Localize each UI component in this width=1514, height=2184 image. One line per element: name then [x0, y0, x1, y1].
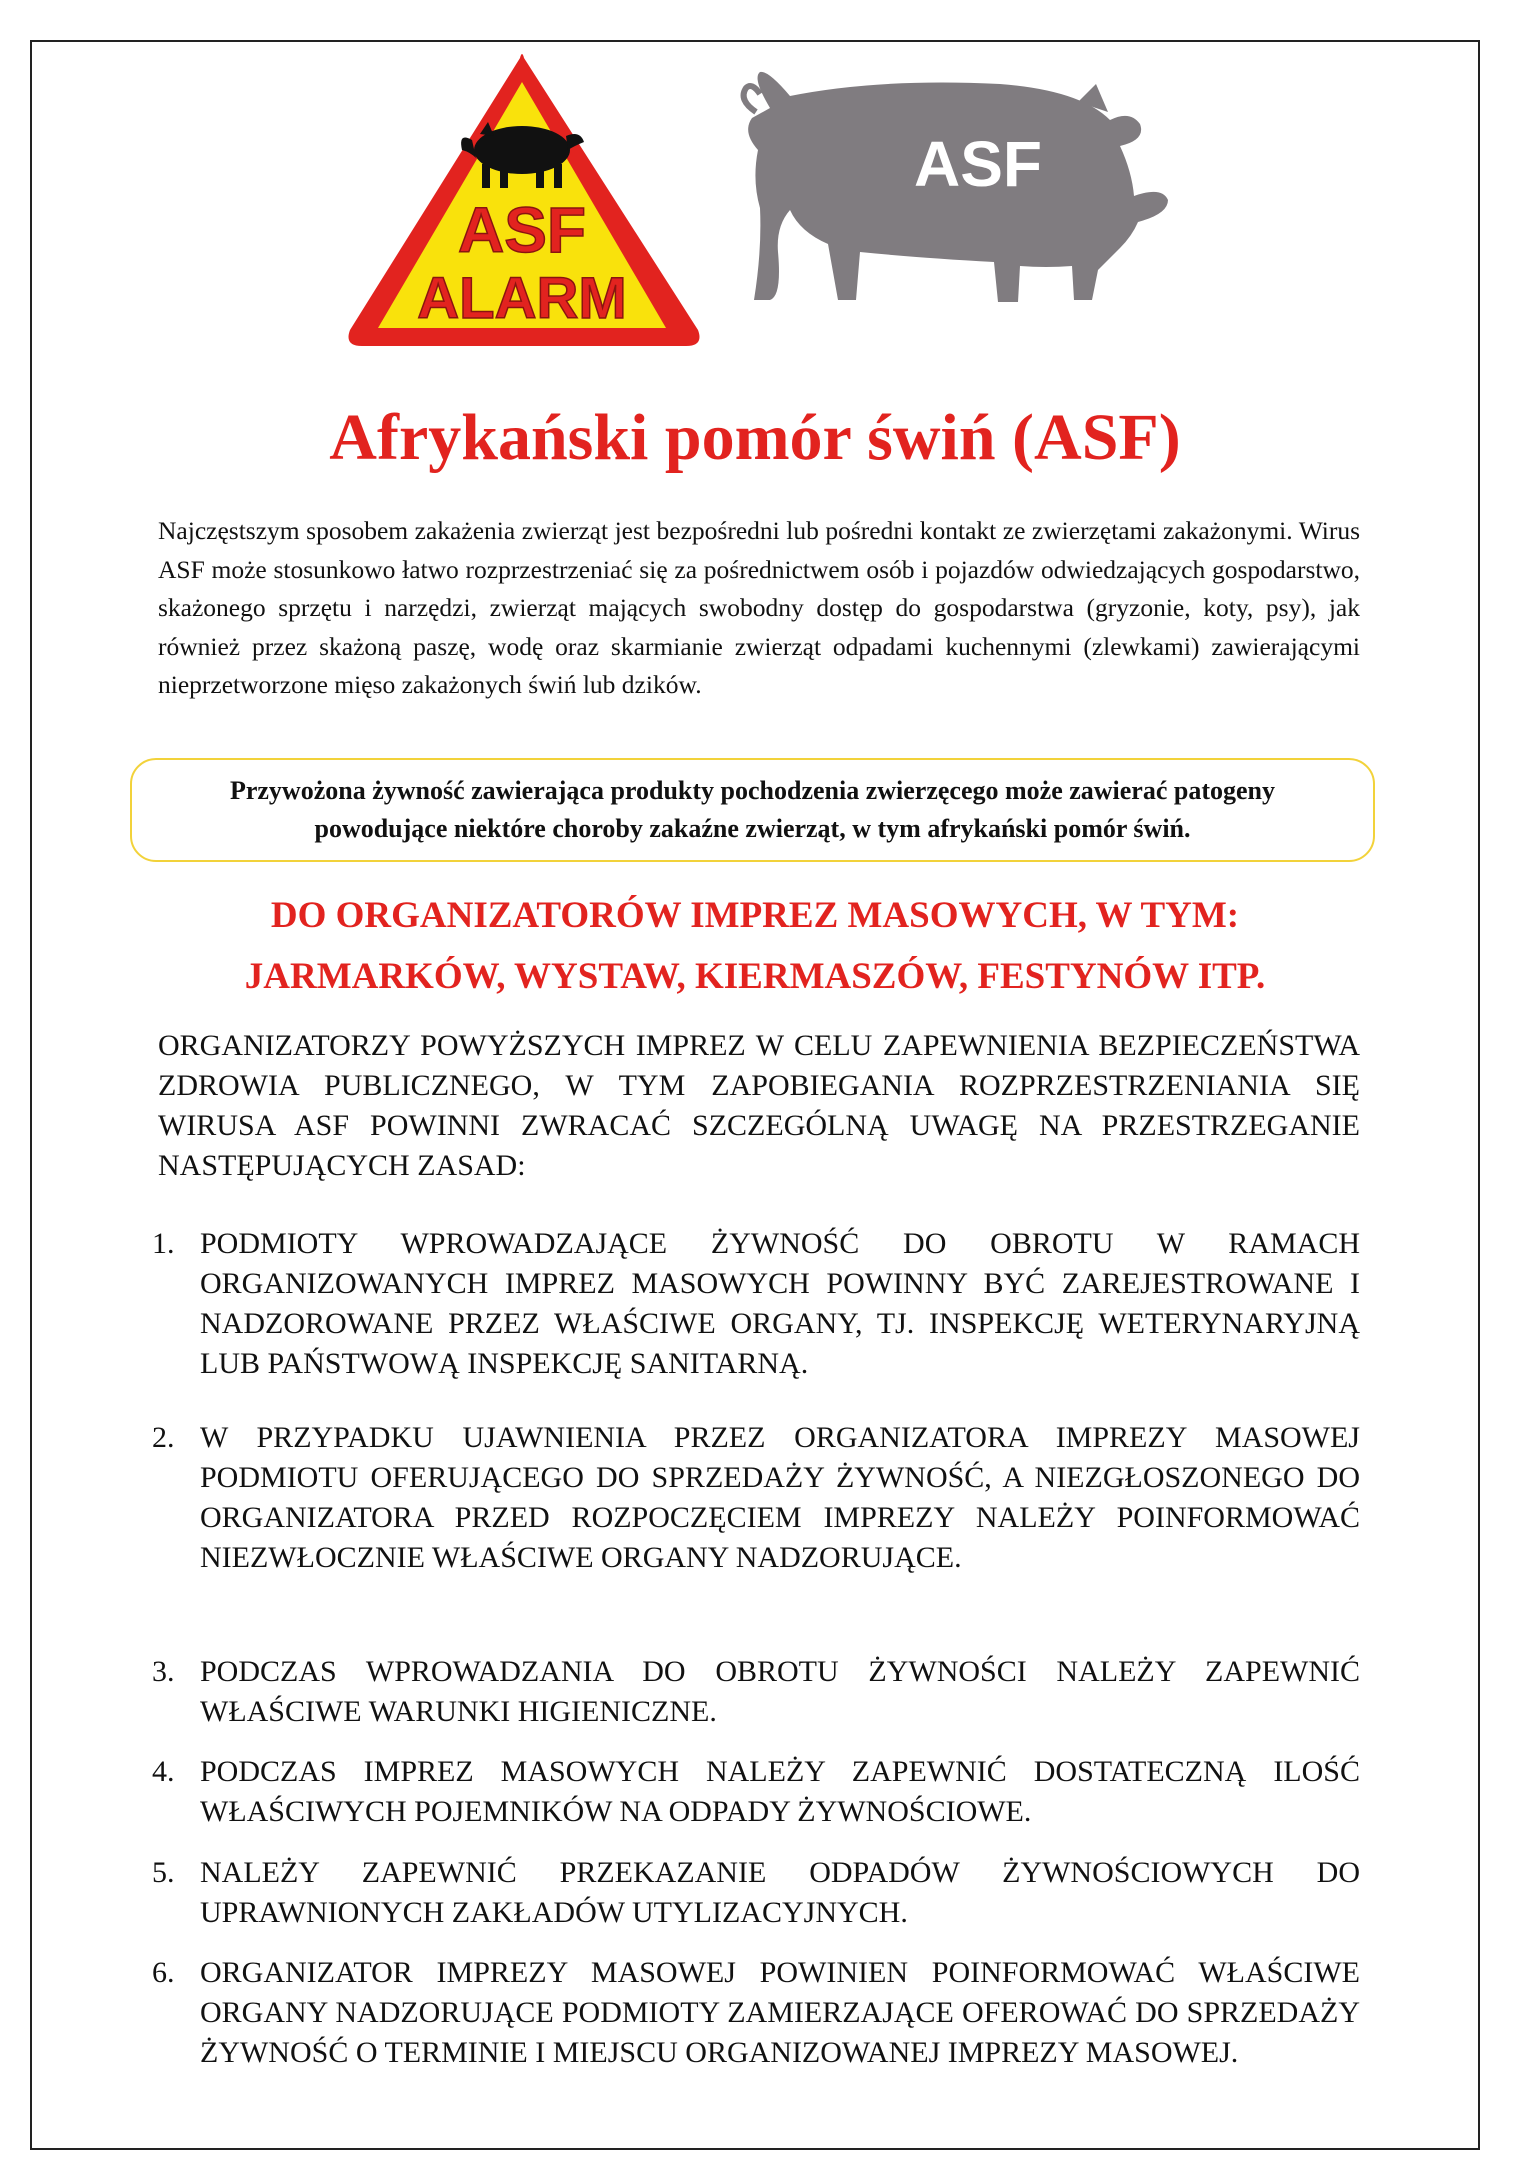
page-title: Afrykański pomór świń (ASF)	[329, 401, 1181, 474]
lead-paragraph: ORGANIZATORZY POWYŻSZYCH IMPREZ W CELU ZAPEWNIENIA BEZPIECZEŃSTWA ZDROWIA PUBLICZNEGO, W TYM ZAPOBIEGANIA ROZPRZESTRZENIANIA SIĘ WIRUSA ASF POWINNI ZWRACAĆ SZCZEGÓLNĄ UWAGĘ NA PRZESTRZEGANIE NASTĘPUJĄCYCH ZASAD:	[158, 1029, 1360, 1182]
list-item-number: 3.	[152, 1655, 175, 1688]
list-item-text: W PRZYPADKU UJAWNIENIA PRZEZ ORGANIZATORA IMPREZY MASOWEJ PODMIOTU OFERUJĄCEGO DO SPRZEDAŻY ŻYWNOŚĆ, A NIEZGŁOSZONEGO DO ORGANIZATORA PRZED ROZPOCZĘCIEM IMPREZY NALEŻY POINFORMOWAĆ NIEZWŁOCZNIE WŁAŚCIWE ORGANY NADZORUJĄCE.	[200, 1421, 1360, 1574]
list-item-text: ORGANIZATOR IMPREZY MASOWEJ POWINIEN POINFORMOWAĆ WŁAŚCIWE ORGANY NADZORUJĄCE PODMIOTY ZAMIERZAJĄCE OFEROWAĆ DO SPRZEDAŻY ŻYWNOŚĆ O TERMINIE I MIEJSCU ORGANIZOWANEJ IMPREZY MASOWEJ.	[200, 1956, 1360, 2069]
list-item-number: 2.	[152, 1421, 175, 1454]
list-item	[152, 1418, 1360, 1578]
list-item-text: NALEŻY ZAPEWNIĆ PRZEKAZANIE ODPADÓW ŻYWNOŚCIOWYCH DO UPRAWNIONYCH ZAKŁADÓW UTYLIZACYJNYCH.	[200, 1856, 1360, 1929]
alarm-line-2: ALARM	[417, 266, 627, 331]
list-item-text: PODMIOTY WPROWADZAJĄCE ŻYWNOŚĆ DO OBROTU W RAMACH ORGANIZOWANYCH IMPREZ MASOWYCH POWINNY BYĆ ZAREJESTROWANE I NADZOROWANE PRZEZ WŁAŚCIWE ORGANY, TJ. INSPEKCJĘ WETERYNARYJNĄ LUB PAŃSTWOWĄ INSPEKCJĘ SANITARNĄ.	[200, 1227, 1360, 1380]
pig-label: ASF	[914, 128, 1042, 200]
list-item-text: PODCZAS IMPREZ MASOWYCH NALEŻY ZAPEWNIĆ DOSTATECZNĄ ILOŚĆ WŁAŚCIWYCH POJEMNIKÓW NA ODPADY ŻYWNOŚCIOWE.	[200, 1755, 1360, 1828]
list-item	[152, 1652, 1360, 1732]
logo-area	[0, 0, 1514, 380]
list-item-text: PODCZAS WPROWADZANIA DO OBROTU ŻYWNOŚCI NALEŻY ZAPEWNIĆ WŁAŚCIWE WARUNKI HIGIENICZNE.	[200, 1655, 1360, 1728]
notice-box	[130, 758, 1375, 862]
section-heading-line-1: DO ORGANIZATORÓW IMPREZ MASOWYCH, W TYM:	[270, 895, 1240, 936]
list-item	[152, 1224, 1360, 1384]
list-item	[152, 1853, 1360, 1933]
intro-paragraph: Najczęstszym sposobem zakażenia zwierząt jest bezpośredni lub pośredni kontakt ze zwierzętami zakażonymi. Wirus ASF może stosunkowo łatwo rozprzestrzeniać się za pośrednictwem osób i pojazdów odwiedzających gospodarstwo, skażonego sprzętu i narzędzi, zwierząt mających swobodny dostęp do gospodarstwa (gryzonie, koty, psy), jak również przez skażoną paszę, wodę oraz skarmianie zwierząt odpadami kuchennymi (zlewkami) zawierającymi nieprzetworzone mięso zakażonych świń lub dzików.	[158, 516, 1360, 699]
list-item-number: 6.	[152, 1956, 175, 1989]
list-item	[152, 1752, 1360, 1832]
list-item-number: 1.	[152, 1227, 175, 1260]
pig-silhouette-icon	[744, 72, 1168, 302]
notice-text: Przywożona żywność zawierająca produkty pochodzenia zwierzęcego może zawierać patogeny powodujące niektóre choroby zakaźne zwierząt, w tym afrykański pomór świń.	[229, 776, 1276, 843]
list-item-number: 5.	[152, 1856, 175, 1889]
section-heading-line-2: JARMARKÓW, WYSTAW, KIERMASZÓW, FESTYNÓW ITP.	[244, 956, 1266, 997]
alarm-line-1: ASF	[458, 194, 586, 266]
warning-triangle-pig-icon	[349, 54, 700, 346]
list-item	[152, 1953, 1360, 2073]
list-item-number: 4.	[152, 1755, 175, 1788]
